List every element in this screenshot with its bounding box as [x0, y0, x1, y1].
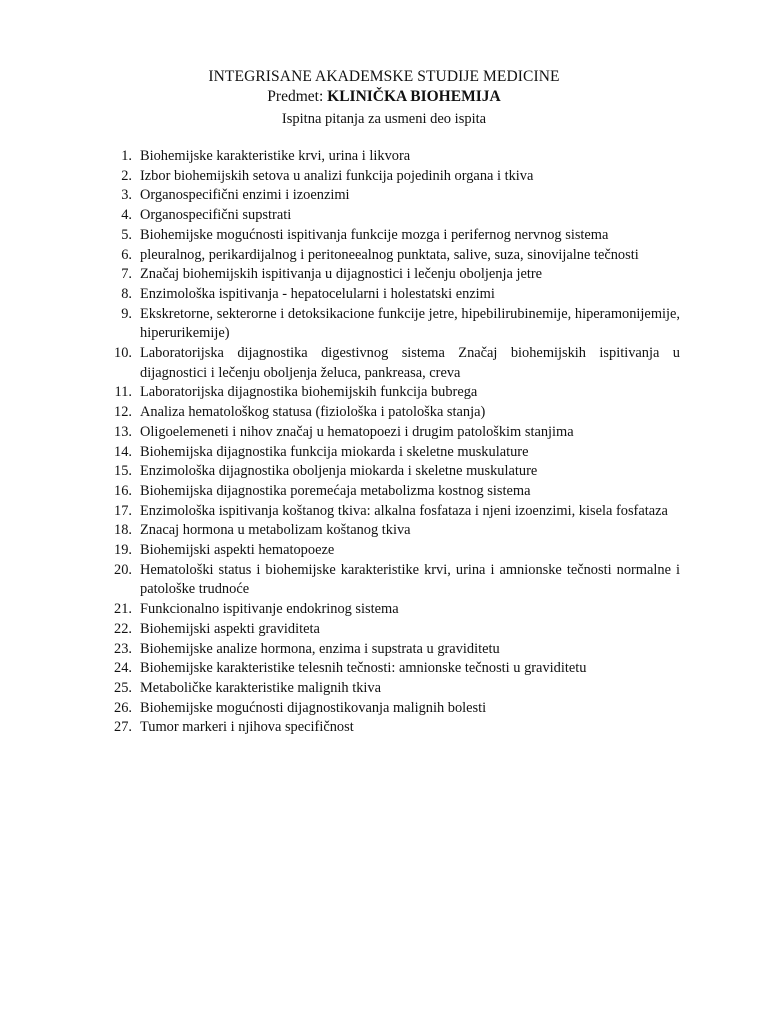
- question-item: [100, 502, 680, 522]
- question-list: [100, 147, 680, 738]
- question-number: 9.: [121, 305, 132, 322]
- question-text: pleuralnog, perikardijalnog i peritoneealnog punktata, salive, suza, sinovijalne tečnosti: [140, 246, 639, 263]
- question-number: 6.: [121, 246, 132, 263]
- question-number: 8.: [121, 285, 132, 302]
- question-text: Biohemijske karakteristike krvi, urina i likvora: [140, 148, 411, 164]
- document-header: [0, 67, 768, 129]
- question-text: Značaj biohemijskih ispitivanja u dijagnostici i lečenju oboljenja jetre: [140, 266, 543, 283]
- question-item: [100, 344, 680, 383]
- question-number: 4.: [121, 207, 132, 224]
- question-item: [100, 640, 680, 660]
- question-item: [100, 443, 680, 463]
- question-item: [100, 246, 680, 266]
- question-item: [100, 186, 680, 206]
- question-text: Oligoelemeneti i nihov značaj u hematopoezi i drugim patološkim stanjima: [140, 423, 574, 440]
- question-number: 7.: [121, 266, 132, 283]
- question-number: 16.: [114, 482, 132, 499]
- question-number: 21.: [114, 601, 132, 618]
- subject-line: [0, 87, 768, 107]
- question-number: 17.: [114, 502, 132, 519]
- question-number: 18.: [114, 522, 132, 539]
- question-number: 19.: [114, 542, 132, 559]
- question-number: 5.: [121, 226, 132, 243]
- question-number: 27.: [114, 719, 132, 736]
- question-text: Biohemijski aspekti hematopoeze: [140, 542, 335, 559]
- question-text: Hematološki status i biohemijske karakteristike krvi, urina i amnionske tečnosti normalne i patološke trudnoće: [140, 561, 680, 598]
- question-item: [100, 482, 680, 502]
- question-text: Biohemijske analize hormona, enzima i supstrata u graviditetu: [140, 640, 500, 657]
- question-text: Enzimološka dijagnostika oboljenja miokarda i skeletne muskulature: [140, 463, 538, 480]
- question-text: Ekskretorne, sekterorne i detoksikacione funkcije jetre, hipebilirubinemije, hiperamonijemije, hiperurikemije): [140, 305, 680, 342]
- question-text: Funkcionalno ispitivanje endokrinog sistema: [140, 601, 399, 618]
- question-item: [100, 462, 680, 482]
- question-item: [100, 226, 680, 246]
- question-number: 11.: [114, 384, 132, 401]
- question-text: Metaboličke karakteristike malignih tkiva: [140, 679, 381, 696]
- question-item: [100, 521, 680, 541]
- question-item: [100, 285, 680, 305]
- question-text: Biohemijske mogućnosti dijagnostikovanja malignih bolesti: [140, 699, 487, 716]
- question-text: Enzimološka ispitivanja koštanog tkiva: alkalna fosfataza i njeni izoenzimi, kisela fosfataza: [140, 502, 668, 519]
- question-number: 12.: [114, 404, 132, 421]
- question-item: [100, 167, 680, 187]
- question-number: 15.: [114, 463, 132, 480]
- question-number: 24.: [114, 660, 132, 677]
- question-item: [100, 718, 680, 738]
- question-item: [100, 699, 680, 719]
- question-number: 10.: [114, 345, 132, 362]
- question-number: 1.: [121, 148, 132, 164]
- question-number: 26.: [114, 699, 132, 716]
- question-number: 23.: [114, 640, 132, 657]
- question-item: [100, 659, 680, 679]
- document-subtitle: Ispitna pitanja za usmeni deo ispita: [281, 111, 487, 127]
- question-text: Biohemijske mogućnosti ispitivanja funkcije mozga i perifernog nervnog sistema: [140, 226, 609, 243]
- question-number: 25.: [114, 679, 132, 696]
- question-item: [100, 147, 680, 167]
- question-text: Tumor markeri i njihova specifičnost: [140, 719, 354, 736]
- question-text: Organospecifični supstrati: [140, 207, 292, 224]
- question-text: Izbor biohemijskih setova u analizi funkcija pojedinih organa i tkiva: [140, 167, 534, 184]
- question-number: 20.: [114, 561, 132, 578]
- question-item: [100, 541, 680, 561]
- question-item: [100, 265, 680, 285]
- question-number: 3.: [121, 187, 132, 204]
- question-number: 14.: [114, 443, 132, 460]
- question-item: [100, 620, 680, 640]
- question-number: 2.: [121, 167, 132, 184]
- question-text: Biohemijske karakteristike telesnih tečnosti: amnionske tečnosti u graviditetu: [140, 660, 587, 677]
- question-item: [100, 403, 680, 423]
- question-text: Enzimološka ispitivanja - hepatocelularni i holestatski enzimi: [140, 285, 495, 302]
- question-number: 22.: [114, 620, 132, 637]
- question-number: 13.: [114, 423, 132, 440]
- subject-label: Predmet:: [267, 88, 324, 105]
- document-title: INTEGRISANE AKADEMSKE STUDIJE MEDICINE: [208, 68, 560, 85]
- question-item: [100, 305, 680, 344]
- question-text: Biohemijska dijagnostika funkcija miokarda i skeletne muskulature: [140, 443, 529, 460]
- question-text: Organospecifični enzimi i izoenzimi: [140, 187, 350, 204]
- question-text: Analiza hematološkog statusa (fiziološka i patološka stanja): [140, 404, 486, 421]
- question-item: [100, 600, 680, 620]
- question-item: [100, 206, 680, 226]
- question-text: Znacaj hormona u metabolizam koštanog tkiva: [140, 522, 411, 539]
- subject-name: KLINIČKA BIOHEMIJA: [327, 88, 501, 105]
- question-text: Laboratorijska dijagnostika digestivnog sistema Značaj biohemijskih ispitivanja u dijagnostici i lečenju oboljenja želuca, pankreasa, creva: [140, 345, 680, 381]
- question-item: [100, 561, 680, 600]
- question-text: Biohemijska dijagnostika poremećaja metabolizma kostnog sistema: [140, 482, 531, 499]
- question-item: [100, 679, 680, 699]
- question-text: Biohemijski aspekti graviditeta: [140, 620, 320, 637]
- question-item: [100, 423, 680, 443]
- question-text: Laboratorijska dijagnostika biohemijskih funkcija bubrega: [140, 384, 478, 401]
- question-item: [100, 383, 680, 403]
